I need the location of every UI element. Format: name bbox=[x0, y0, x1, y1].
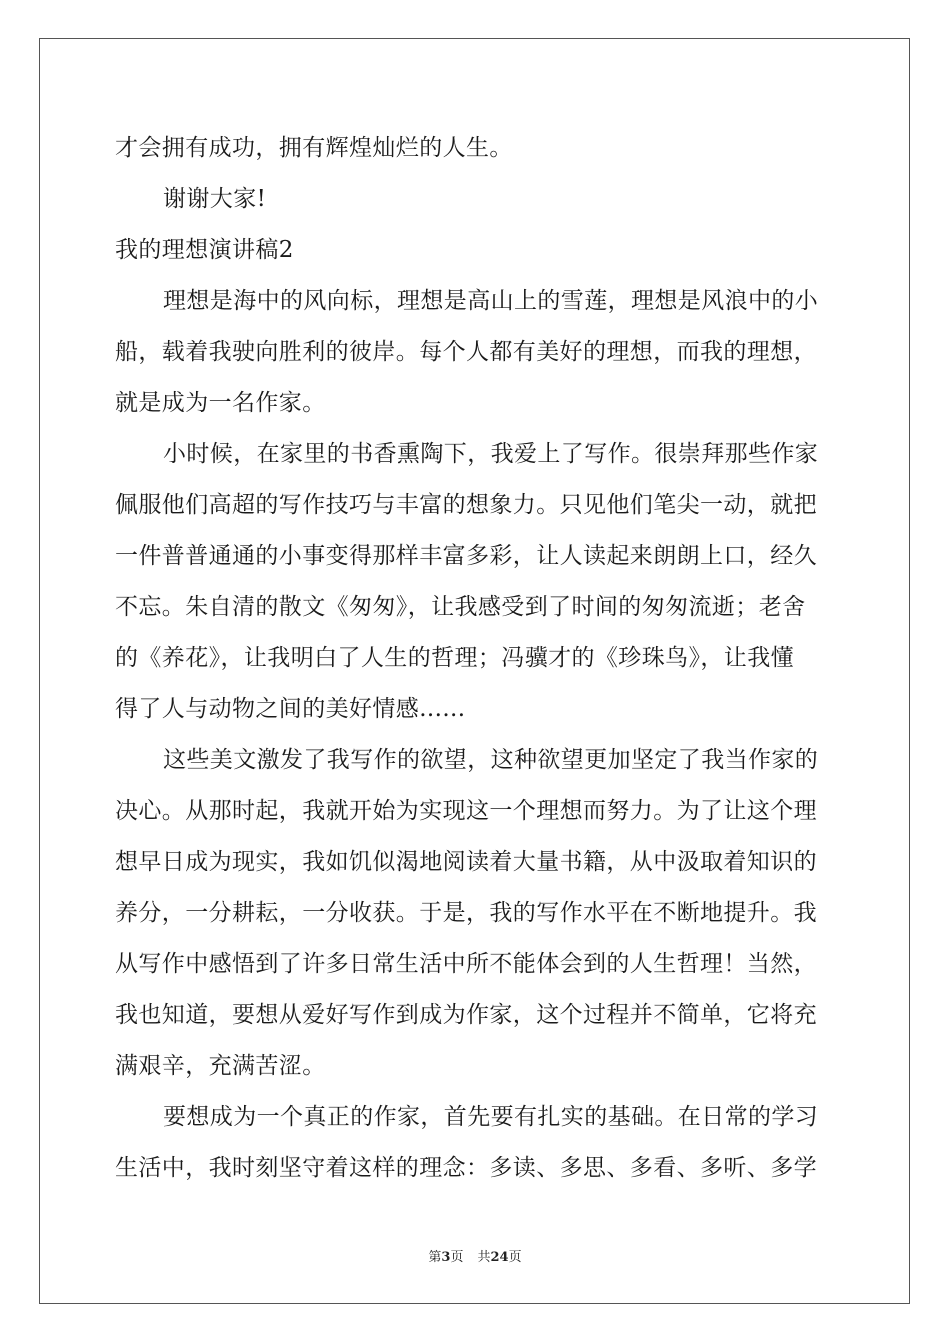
page-footer bbox=[0, 1246, 950, 1265]
section-heading: 我的理想演讲稿2 bbox=[115, 237, 294, 263]
paragraph-line: 小时候，在家里的书香熏陶下，我爱上了写作。很崇拜那些作家 bbox=[163, 441, 819, 467]
paragraph-line: 我也知道，要想从爱好写作到成为作家，这个过程并不简单，它将充 bbox=[115, 1002, 817, 1028]
paragraph-line: 决心。从那时起，我就开始为实现这一个理想而努力。为了让这个理 bbox=[115, 798, 817, 824]
paragraph-line: 从写作中感悟到了许多日常生活中所不能体会到的人生哲理！当然， bbox=[115, 951, 817, 977]
paragraph-line: 不忘。朱自清的散文《匆匆》，让我感受到了时间的匆匆流逝；老舍 bbox=[115, 594, 806, 620]
paragraph-line: 船，载着我驶向胜利的彼岸。每个人都有美好的理想，而我的理想， bbox=[115, 339, 817, 365]
paragraph-line: 的《养花》，让我明白了人生的哲理；冯骥才的《珍珠鸟》，让我懂 bbox=[115, 645, 794, 671]
document-body bbox=[115, 128, 835, 1199]
paragraph-line: 谢谢大家! bbox=[163, 186, 267, 212]
paragraph-line: 理想是海中的风向标，理想是高山上的雪莲，理想是风浪中的小 bbox=[163, 288, 819, 314]
paragraph-line: 生活中，我时刻坚守着这样的理念：多读、多思、多看、多听、多学 bbox=[115, 1155, 817, 1181]
paragraph-line: 一件普普通通的小事变得那样丰富多彩，让人读起来朗朗上口，经久 bbox=[115, 543, 817, 569]
paragraph-line: 才会拥有成功，拥有辉煌灿烂的人生。 bbox=[115, 135, 513, 161]
page-number: 3 bbox=[441, 1250, 451, 1265]
paragraph-line: 得了人与动物之间的美好情感...... bbox=[115, 696, 466, 722]
paragraph-line: 要想成为一个真正的作家，首先要有扎实的基础。在日常的学习 bbox=[163, 1104, 819, 1130]
page-suffix: 页 bbox=[450, 1250, 464, 1265]
paragraph-line: 就是成为一名作家。 bbox=[115, 390, 326, 416]
paragraph-line: 想早日成为现实，我如饥似渴地阅读着大量书籍，从中汲取着知识的 bbox=[115, 849, 817, 875]
page-prefix: 第 bbox=[428, 1250, 442, 1265]
total-prefix: 共 bbox=[477, 1250, 491, 1265]
paragraph-line: 这些美文激发了我写作的欲望，这种欲望更加坚定了我当作家的 bbox=[163, 747, 819, 773]
total-suffix: 页 bbox=[508, 1250, 522, 1265]
paragraph-line: 养分，一分耕耘，一分收获。于是，我的写作水平在不断地提升。我 bbox=[115, 900, 817, 926]
paragraph-line: 满艰辛，充满苦涩。 bbox=[115, 1053, 326, 1079]
total-pages: 24 bbox=[490, 1250, 509, 1265]
paragraph-line: 佩服他们高超的写作技巧与丰富的想象力。只见他们笔尖一动，就把 bbox=[115, 492, 817, 518]
